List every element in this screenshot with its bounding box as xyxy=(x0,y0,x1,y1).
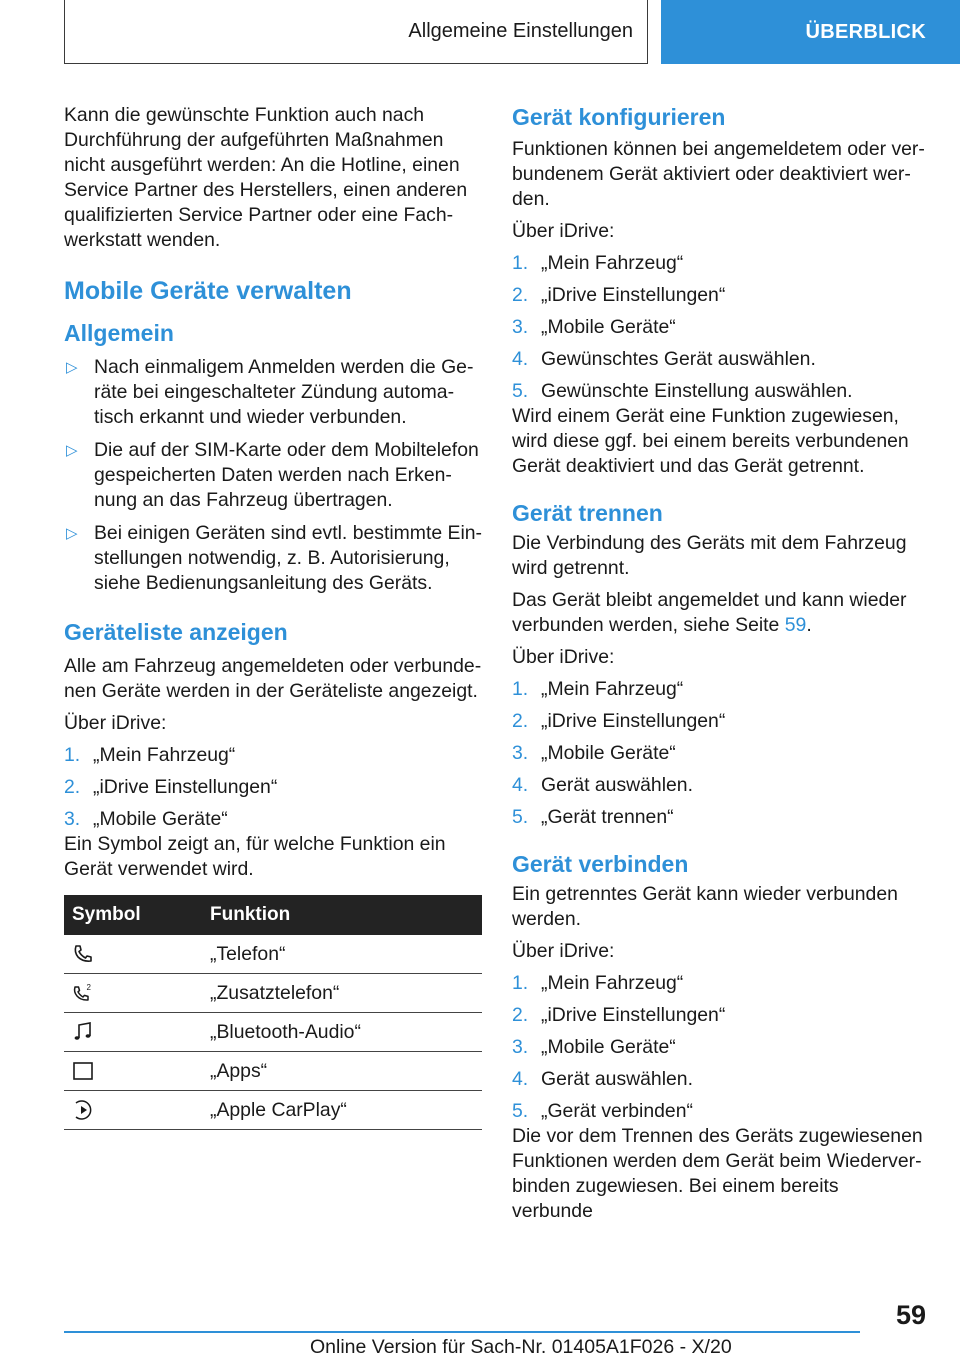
step-item xyxy=(512,677,926,702)
page-reference-link[interactable]: 59 xyxy=(784,614,807,636)
phone-icon xyxy=(72,943,94,965)
table-row xyxy=(64,1013,482,1052)
section-title: Allgemeine Einstellungen xyxy=(408,20,633,42)
step-number: 1. xyxy=(64,744,81,766)
step-item xyxy=(512,1099,926,1124)
intro-paragraph: Kann die gewünschte Funktion auch nach Durchführung der aufgeführten Maßnahmen nicht ausgeführt werden: An die Hotline, einen Service Partner des Herstellers, einen anderen qualifizierten Service Partner oder eine Fachwerkstatt wenden. xyxy=(64,104,468,251)
column-header-symbol: Symbol xyxy=(64,895,210,935)
step-text: „Mobile Geräte“ xyxy=(541,742,676,764)
step-number: 2. xyxy=(64,776,81,798)
step-text: „Gerät trennen“ xyxy=(541,806,674,828)
step-item xyxy=(512,805,926,830)
step-number: 4. xyxy=(512,1068,529,1090)
connect-paragraph: Ein getrenntes Gerät kann wieder verbunden werden. xyxy=(512,883,898,930)
step-item xyxy=(512,347,926,372)
step-number: 5. xyxy=(512,806,529,828)
table-cell-function: „Bluetooth-Audio“ xyxy=(210,1013,482,1052)
step-item xyxy=(64,775,482,800)
disconnect-paragraph-2 xyxy=(512,588,926,638)
step-text: „Gerät verbinden“ xyxy=(541,1100,693,1122)
step-item xyxy=(512,741,926,766)
table-cell-function: „Zusatztelefon“ xyxy=(210,974,482,1013)
table-cell-function: „Apple CarPlay“ xyxy=(210,1091,482,1130)
configure-steps xyxy=(512,251,926,404)
step-text: „Mein Fahrzeug“ xyxy=(541,678,684,700)
table-cell-function: „Telefon“ xyxy=(210,935,482,974)
step-item xyxy=(512,379,926,404)
apps-icon xyxy=(72,1060,94,1082)
disconnect-text-end: . xyxy=(806,614,812,636)
overview-tab[interactable] xyxy=(661,0,960,64)
step-item xyxy=(512,1067,926,1092)
footer-divider xyxy=(64,1331,860,1333)
step-item xyxy=(64,743,482,768)
configure-after-paragraph: Wird einem Gerät eine Funktion zugewiesen, wird diese ggf. bei einem bereits verbundenen Gerät deaktiviert und das Gerät getrennt. xyxy=(512,405,909,477)
table-row xyxy=(64,974,482,1013)
right-column xyxy=(512,103,926,1231)
step-text: „Mobile Geräte“ xyxy=(93,808,228,830)
symbol-table xyxy=(64,895,482,1130)
connect-steps xyxy=(512,971,926,1124)
step-number: 3. xyxy=(512,316,529,338)
step-item xyxy=(512,971,926,996)
disconnect-paragraph: Die Verbindung des Geräts mit dem Fahrzeug wird getrennt. xyxy=(512,532,907,579)
step-text: Gerät auswählen. xyxy=(541,1068,693,1090)
heading-device-list: Geräteliste anzeigen xyxy=(64,619,288,645)
step-number: 4. xyxy=(512,348,529,370)
step-text: „iDrive Einstellungen“ xyxy=(541,710,726,732)
step-text: Gewünschte Einstellung auswählen. xyxy=(541,380,853,402)
bullet-text: Die auf der SIM-Karte oder dem Mobiltelefon gespeicherten Daten werden nach Erkennung an das Fahrzeug übertragen. xyxy=(94,439,479,511)
page-number: 59 xyxy=(895,1300,926,1330)
table-row xyxy=(64,935,482,974)
step-text: „Mein Fahrzeug“ xyxy=(541,252,684,274)
step-text: „Mobile Geräte“ xyxy=(541,1036,676,1058)
step-text: „Mein Fahrzeug“ xyxy=(93,744,236,766)
step-text: „iDrive Einstellungen“ xyxy=(541,1004,726,1026)
table-row xyxy=(64,1091,482,1130)
step-item xyxy=(512,1003,926,1028)
column-header-function: Funktion xyxy=(210,895,482,935)
svg-text:2: 2 xyxy=(86,983,91,993)
music-note-icon xyxy=(72,1021,94,1043)
device-list-steps xyxy=(64,743,482,832)
idrive-label: Über iDrive: xyxy=(512,220,615,242)
step-number: 3. xyxy=(512,1036,529,1058)
table-row xyxy=(64,1052,482,1091)
idrive-label: Über iDrive: xyxy=(512,646,615,668)
bullet-item xyxy=(64,521,482,596)
step-number: 5. xyxy=(512,380,529,402)
idrive-label: Über iDrive: xyxy=(512,940,615,962)
step-text: „Mein Fahrzeug“ xyxy=(541,972,684,994)
connect-after-paragraph: Die vor dem Trennen des Geräts zugewiesenen Funktionen werden dem Gerät beim Wiederverbinden zugewiesen. Bei einem bereits verbunde xyxy=(512,1125,923,1222)
general-bullet-list xyxy=(64,355,482,596)
step-item xyxy=(512,773,926,798)
idrive-label: Über iDrive: xyxy=(64,712,167,734)
step-number: 2. xyxy=(512,1004,529,1026)
step-item xyxy=(64,807,482,832)
heading-mobile-devices: Mobile Geräte verwalten xyxy=(64,277,352,305)
symbol-paragraph: Ein Symbol zeigt an, für welche Funktion ein Gerät verwendet wird. xyxy=(64,833,446,880)
step-item xyxy=(512,283,926,308)
step-number: 5. xyxy=(512,1100,529,1122)
step-text: „iDrive Einstellungen“ xyxy=(93,776,278,798)
step-item xyxy=(512,251,926,276)
bullet-text: Bei einigen Geräten sind evtl. bestimmte Einstellungen notwendig, z. B. Autorisierung, siehe Bedienungsanleitung des Geräts. xyxy=(94,522,483,594)
step-number: 3. xyxy=(64,808,81,830)
step-number: 1. xyxy=(512,252,529,274)
bullet-item xyxy=(64,438,482,513)
step-number: 3. xyxy=(512,742,529,764)
step-text: „iDrive Einstellungen“ xyxy=(541,284,726,306)
step-item xyxy=(512,709,926,734)
step-number: 2. xyxy=(512,284,529,306)
step-item xyxy=(512,1035,926,1060)
step-number: 1. xyxy=(512,972,529,994)
left-column xyxy=(64,103,482,1130)
overview-tab-label: ÜBERBLICK xyxy=(805,20,926,43)
heading-general: Allgemein xyxy=(64,320,174,346)
footer-version-text: Online Version für Sach-Nr. 01405A1F026 - X/20 xyxy=(310,1336,732,1358)
step-number: 4. xyxy=(512,774,529,796)
heading-disconnect-device: Gerät trennen xyxy=(512,500,663,526)
bullet-marker-icon: ▷ xyxy=(66,359,78,376)
additional-phone-icon xyxy=(72,982,94,1004)
section-title-tab xyxy=(64,0,648,64)
disconnect-text: Das Gerät bleibt angemeldet und kann wieder verbunden werden, siehe Seite xyxy=(512,589,907,636)
step-item xyxy=(512,315,926,340)
step-text: Gerät auswählen. xyxy=(541,774,693,796)
step-number: 1. xyxy=(512,678,529,700)
disconnect-steps xyxy=(512,677,926,830)
step-text: „Mobile Geräte“ xyxy=(541,316,676,338)
step-text: Gewünschtes Gerät auswählen. xyxy=(541,348,816,370)
bullet-item xyxy=(64,355,482,430)
table-header-row xyxy=(64,895,482,935)
heading-configure-device: Gerät konfigurieren xyxy=(512,104,726,130)
bullet-marker-icon: ▷ xyxy=(66,525,78,542)
bullet-text: Nach einmaligem Anmelden werden die Geräte bei eingeschalteter Zündung automatisch erkannt und wieder verbunden. xyxy=(94,356,474,428)
device-list-paragraph: Alle am Fahrzeug angemeldeten oder verbundenen Geräte werden in der Geräteliste angezeigt. xyxy=(64,655,482,702)
bullet-marker-icon: ▷ xyxy=(66,442,78,459)
step-number: 2. xyxy=(512,710,529,732)
configure-paragraph: Funktionen können bei angemeldetem oder verbundenem Gerät aktiviert oder deaktiviert werden. xyxy=(512,138,925,210)
table-cell-function: „Apps“ xyxy=(210,1052,482,1091)
heading-connect-device: Gerät verbinden xyxy=(512,851,689,877)
carplay-icon xyxy=(72,1099,94,1121)
